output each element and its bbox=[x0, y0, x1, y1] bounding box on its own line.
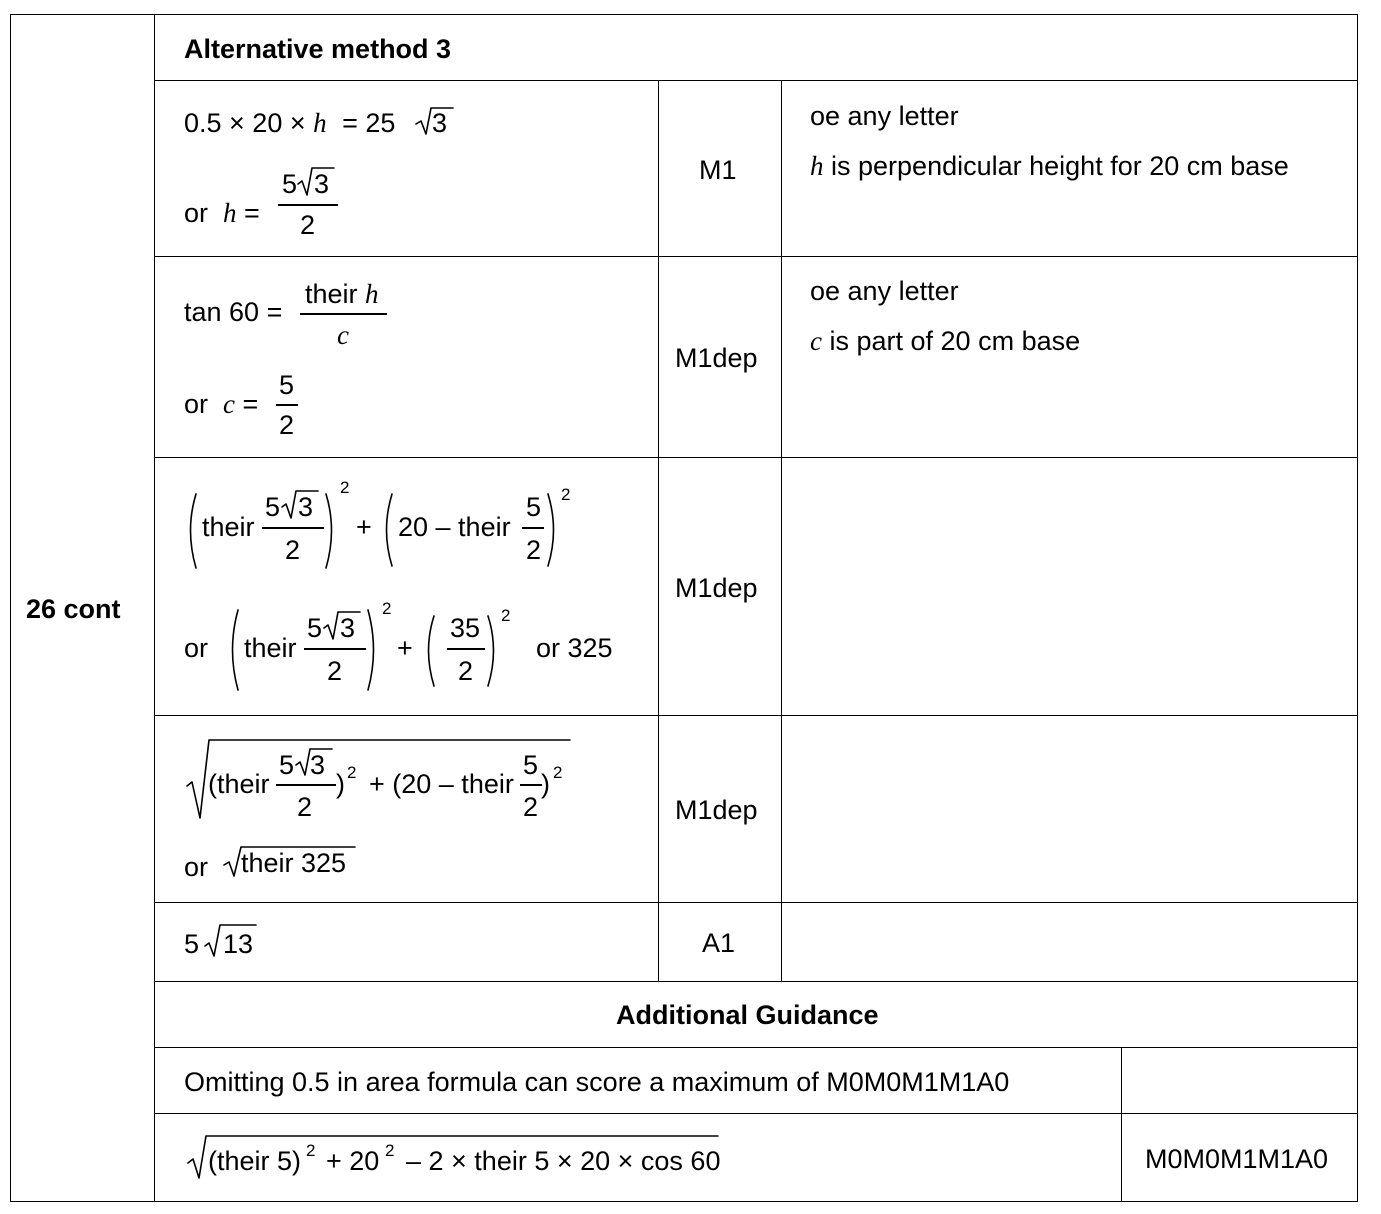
working-line-or: or c = bbox=[184, 389, 259, 419]
radical-sign bbox=[324, 612, 360, 639]
their-325: their 325 bbox=[241, 848, 347, 878]
right-paren bbox=[368, 610, 374, 690]
fraction-denominator: 2 bbox=[279, 410, 295, 440]
plus-sign: + bbox=[397, 633, 413, 663]
radicand: 3 bbox=[432, 108, 448, 138]
comment-line: h is perpendicular height for 20 cm base bbox=[810, 151, 1289, 181]
left-paren bbox=[387, 494, 393, 566]
answer-radicand: 13 bbox=[223, 929, 254, 959]
radical-sign bbox=[224, 847, 355, 876]
close-paren: ) bbox=[336, 769, 345, 799]
or-325: or 325 bbox=[536, 633, 613, 663]
plus-sign: + bbox=[356, 512, 372, 542]
fraction-numerator-coef: 5 bbox=[307, 613, 323, 643]
mark-code: M1dep bbox=[675, 573, 758, 603]
fraction-numerator: 5 bbox=[526, 492, 542, 522]
or-label: or bbox=[184, 852, 209, 882]
fraction-denominator: 2 bbox=[523, 792, 539, 822]
close-paren: ) bbox=[541, 769, 550, 799]
exponent: 2 bbox=[340, 478, 350, 497]
fraction-numerator: their h bbox=[305, 279, 379, 309]
twenty-minus-their: 20 – their bbox=[398, 512, 511, 542]
left-paren bbox=[429, 616, 435, 686]
radical-sign bbox=[416, 108, 453, 134]
method-header: Alternative method 3 bbox=[184, 34, 452, 64]
right-paren bbox=[326, 494, 332, 568]
answer-coef: 5 bbox=[184, 929, 200, 959]
right-paren bbox=[548, 494, 554, 566]
fraction-numerator-radicand: 3 bbox=[340, 613, 356, 643]
fraction-denominator: 2 bbox=[285, 535, 301, 565]
expr-part: (their 5) bbox=[208, 1146, 302, 1176]
exponent: 2 bbox=[306, 1141, 316, 1160]
or-label: or bbox=[184, 633, 209, 663]
open-their: (their bbox=[208, 769, 270, 799]
comment-line: c is part of 20 cm base bbox=[810, 326, 1081, 356]
fraction-numerator: 5 bbox=[523, 750, 539, 780]
radical-sign bbox=[298, 168, 334, 195]
exponent: 2 bbox=[501, 606, 511, 625]
fraction-numerator: 35 bbox=[450, 613, 481, 643]
expr-part: + 20 bbox=[326, 1146, 380, 1176]
radical-sign bbox=[296, 749, 332, 775]
their-label: their bbox=[202, 512, 255, 542]
working-line: 0.5 × 20 × h = 25 bbox=[184, 108, 396, 138]
right-paren bbox=[488, 616, 494, 686]
fraction-numerator-radicand: 3 bbox=[310, 750, 326, 780]
exponent: 2 bbox=[385, 1141, 395, 1160]
exponent: 2 bbox=[347, 763, 357, 782]
radical-sign bbox=[205, 925, 256, 959]
radical-sign bbox=[187, 740, 570, 818]
guidance-mark: M0M0M1M1A0 bbox=[1145, 1144, 1329, 1174]
fraction-denominator: 2 bbox=[458, 656, 474, 686]
expr-part: – 2 × their 5 × 20 × cos 60 bbox=[406, 1146, 721, 1176]
comment-line: oe any letter bbox=[810, 276, 959, 306]
fraction-denominator: 2 bbox=[526, 535, 542, 565]
fraction-numerator: 5 bbox=[279, 370, 295, 400]
question-number: 26 cont bbox=[26, 594, 121, 624]
mark-code: M1dep bbox=[675, 795, 758, 825]
exponent: 2 bbox=[553, 763, 563, 782]
fraction-denominator: 2 bbox=[300, 210, 316, 240]
exponent: 2 bbox=[382, 599, 392, 618]
mark-code: A1 bbox=[702, 928, 736, 958]
working-line-or: or h = bbox=[184, 198, 260, 228]
fraction-numerator-radicand: 3 bbox=[298, 492, 314, 522]
fraction-numerator-coef: 5 bbox=[265, 492, 281, 522]
fraction-numerator-radicand: 3 bbox=[314, 169, 330, 199]
guidance-item: Omitting 0.5 in area formula can score a maximum of M0M0M1M1A0 bbox=[184, 1067, 1010, 1097]
working-line: tan 60 = bbox=[184, 297, 283, 327]
guidance-header: Additional Guidance bbox=[616, 1000, 879, 1030]
fraction-numerator-coef: 5 bbox=[279, 750, 295, 780]
radical-sign bbox=[282, 491, 318, 518]
mark-code: M1dep bbox=[675, 343, 758, 373]
comment-line: oe any letter bbox=[810, 101, 959, 131]
exponent: 2 bbox=[561, 485, 571, 504]
their-label: their bbox=[244, 633, 297, 663]
left-paren bbox=[233, 610, 239, 690]
radical-sign bbox=[188, 1136, 721, 1178]
plus-open-twenty: + (20 – their bbox=[369, 769, 514, 799]
fraction-denominator: 2 bbox=[327, 656, 343, 686]
fraction-denominator: 2 bbox=[297, 792, 313, 822]
mark-code: M1 bbox=[699, 155, 737, 185]
fraction-numerator-coef: 5 bbox=[282, 169, 298, 199]
left-paren bbox=[191, 494, 197, 568]
fraction-denominator: c bbox=[337, 320, 349, 350]
